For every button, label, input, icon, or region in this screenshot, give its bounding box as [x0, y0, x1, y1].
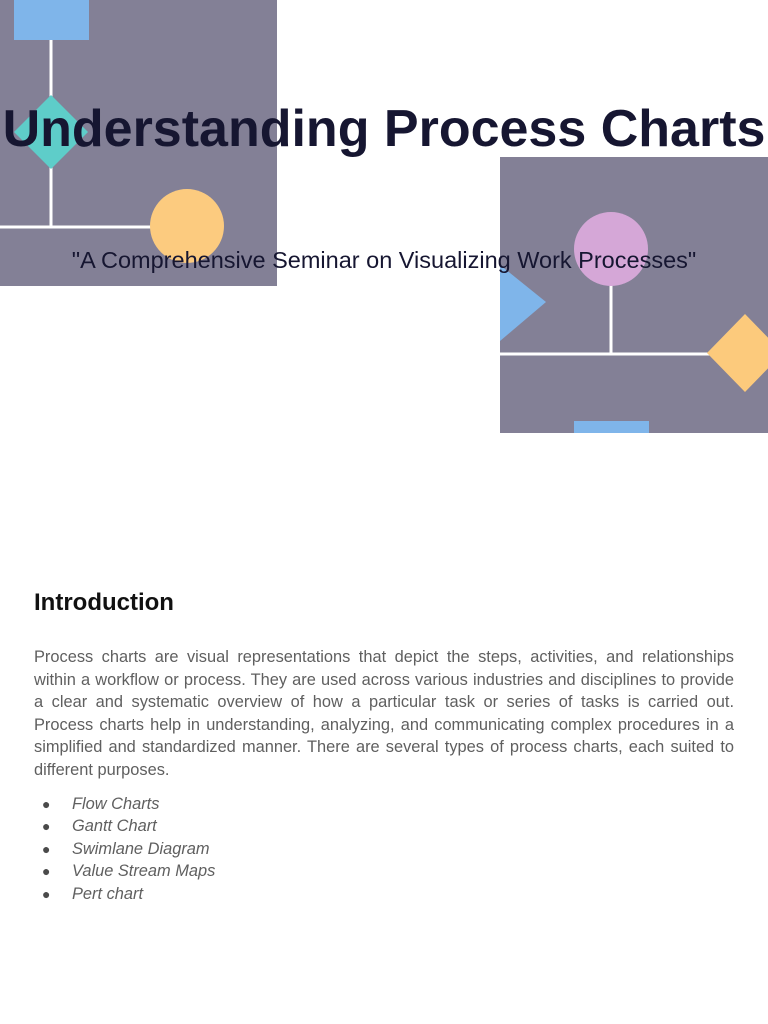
list-item-label: Pert chart [72, 884, 144, 903]
list-item [34, 860, 215, 882]
bullet-icon: ● [42, 885, 51, 902]
cover-subtitle: "A Comprehensive Seminar on Visualizing Work Processes" [71, 247, 697, 273]
list-item-label: Value Stream Maps [72, 862, 216, 881]
introduction-paragraph: Process charts are visual representations that depict the steps, activities, and relationships within a workflow or process. They are used across various industries and disciplines to provide a clear and systematic overview of how a particular task or series of tasks is carried out. Process charts help in understanding, analyzing, and communicating complex procedures in a simplified and standardized manner. There are several types of process charts, each suited to different purposes. [34, 648, 734, 779]
introduction-heading: Introduction [34, 589, 174, 616]
list-item [34, 815, 215, 837]
list-item-label: Gantt Chart [72, 817, 157, 836]
bullet-icon: ● [42, 818, 51, 835]
process-chart-types-list [34, 793, 215, 905]
bullet-icon: ● [42, 840, 51, 857]
list-item [34, 793, 215, 815]
process-square-shape [574, 421, 649, 433]
bullet-icon: ● [42, 863, 51, 880]
illustration-panel [500, 157, 768, 433]
process-square-shape [14, 0, 89, 40]
list-item-label: Flow Charts [72, 795, 160, 813]
list-item-label: Swimlane Diagram [72, 839, 210, 858]
flowchart-illustration-right [500, 157, 768, 433]
bullet-icon: ● [42, 796, 51, 812]
list-item [34, 838, 215, 860]
cover-title: Understanding Process Charts [2, 100, 766, 158]
list-item [34, 883, 215, 905]
